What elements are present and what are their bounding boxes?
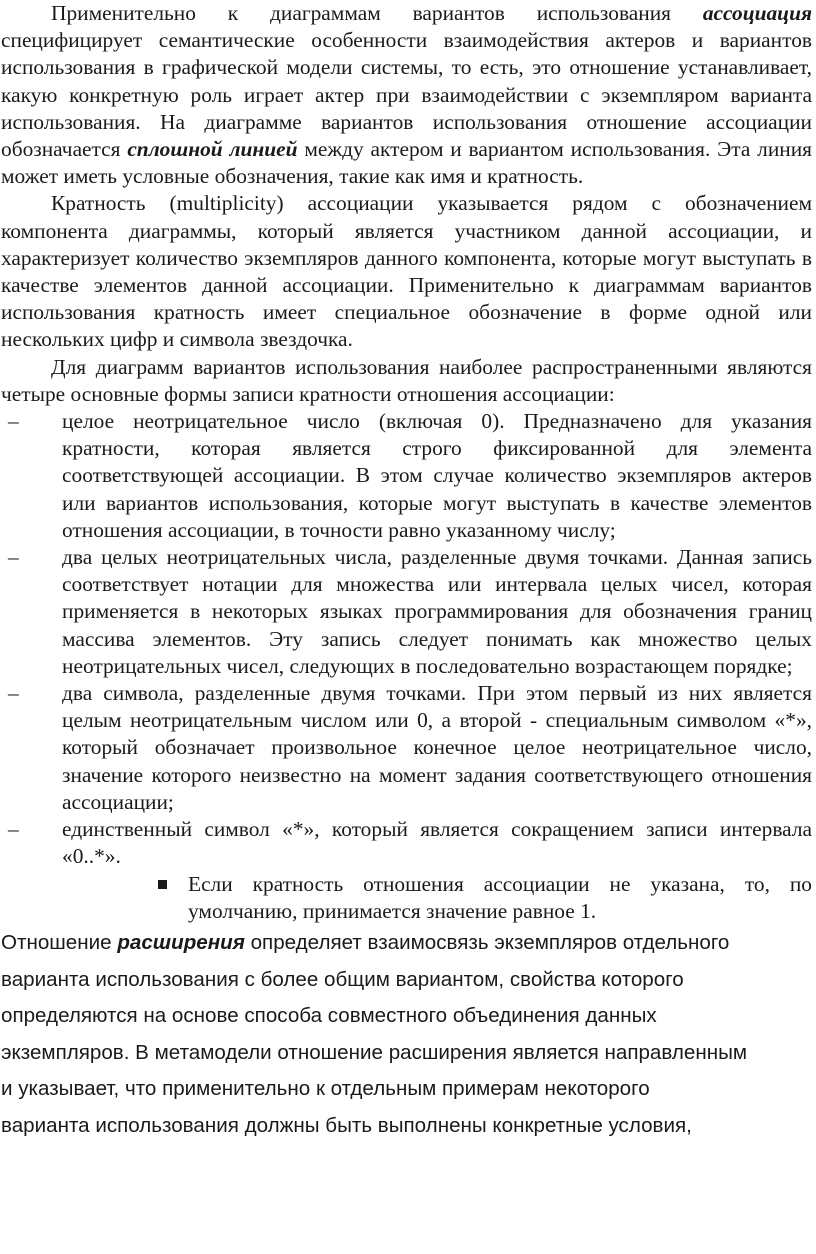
text-line: варианта использования с более общим вариантом, свойства которого bbox=[1, 967, 684, 991]
text-line: определяются на основе способа совместного объединения данных bbox=[1, 1004, 657, 1028]
multiplicity-forms-list bbox=[0, 408, 816, 870]
term-association: ассоциация bbox=[702, 1, 812, 25]
square-bullet-icon bbox=[158, 880, 167, 889]
paragraph-forms-intro: Для диаграмм вариантов использования наиболее распространенными являются четыре основные формы записи кратности отношения ассоциации: bbox=[1, 354, 812, 406]
text-line: и указывает, что применительно к отдельным примерам некоторого bbox=[1, 1077, 650, 1101]
note-text: Если кратность отношения ассоциации не указана, то, по умолчанию, принимается значение равное 1. bbox=[188, 871, 812, 923]
dash-bullet: – bbox=[8, 545, 19, 570]
dash-bullet: – bbox=[8, 409, 19, 434]
paragraph-multiplicity: Кратность (multiplicity) ассоциации указывается рядом с обозначением компонента диаграммы, который является участником данной ассоциации, и характеризует количество экземпляров данного компонента, которые могут выступать в качестве элементов данной ассоциации. Применительно к диаграммам вариантов использования кратность имеет специальное обозначение в форме одной или нескольких цифр и символа звездочка. bbox=[1, 191, 812, 352]
list-item bbox=[8, 680, 812, 816]
extension-text-block bbox=[0, 925, 816, 1145]
list-item bbox=[8, 544, 812, 680]
text-line: Отношение расширения определяет взаимосвязь экземпляров отдельного bbox=[1, 930, 730, 954]
dash-bullet: – bbox=[8, 681, 19, 706]
term-solid-line: сплошной линией bbox=[127, 137, 298, 162]
text-line: варианта использования должны быть выполнены конкретные условия, bbox=[1, 1113, 692, 1137]
list-item-text: два символа, разделенные двумя точками. При этом первый из них является целым неотрицательным числом или 0, а второй - специальным символом «*», который обозначает произвольное конечное целое неотрицательное число, значение которого неизвестно на момент задания соответствующего отношения ассоциации; bbox=[62, 681, 812, 814]
list-item-text: целое неотрицательное число (включая 0). Предназначено для указания кратности, которая является строго фиксированной для элемента соответствующей ассоциации. В этом случае количество экземпляров актеров или вариантов использования, которые могут выступать в качестве элементов отношения ассоциации, в точности равно указанному числу; bbox=[62, 409, 812, 542]
term-extension: расширения bbox=[117, 930, 245, 954]
text-segment: между актером и вариантом использования. Эта линия может иметь условные обозначения, такие как имя и кратность. bbox=[1, 137, 812, 189]
text-segment: специфицирует семантические особенности взаимодействия актеров и вариантов использования в графической модели системы, то есть, это отношение устанавливает, какую конкретную роль играет актер при взаимодействии с экземпляром варианта использования. На диаграмме вариантов использования отношение ассоциации обозначается bbox=[1, 28, 812, 162]
list-item-text: два целых неотрицательных числа, разделенные двумя точками. Данная запись соответствует нотации для множества или интервала целых чисел, которая применяется в некоторых языках программирования для обозначения границ массива элементов. Эту запись следует понимать как множество целых неотрицательных чисел, следующих в последовательно возрастающем порядке; bbox=[62, 545, 812, 678]
default-multiplicity-note bbox=[0, 871, 816, 925]
text-line: экземпляров. В метамодели отношение расширения является направленным bbox=[1, 1040, 748, 1064]
list-item bbox=[8, 408, 812, 544]
list-item-text: единственный символ «*», который является сокращением записи интервала «0..*». bbox=[62, 817, 812, 869]
paragraph-association bbox=[0, 0, 816, 190]
list-item bbox=[8, 816, 812, 870]
dash-bullet: – bbox=[8, 817, 19, 842]
text-segment: Применительно к диаграммам вариантов использования bbox=[51, 1, 703, 25]
